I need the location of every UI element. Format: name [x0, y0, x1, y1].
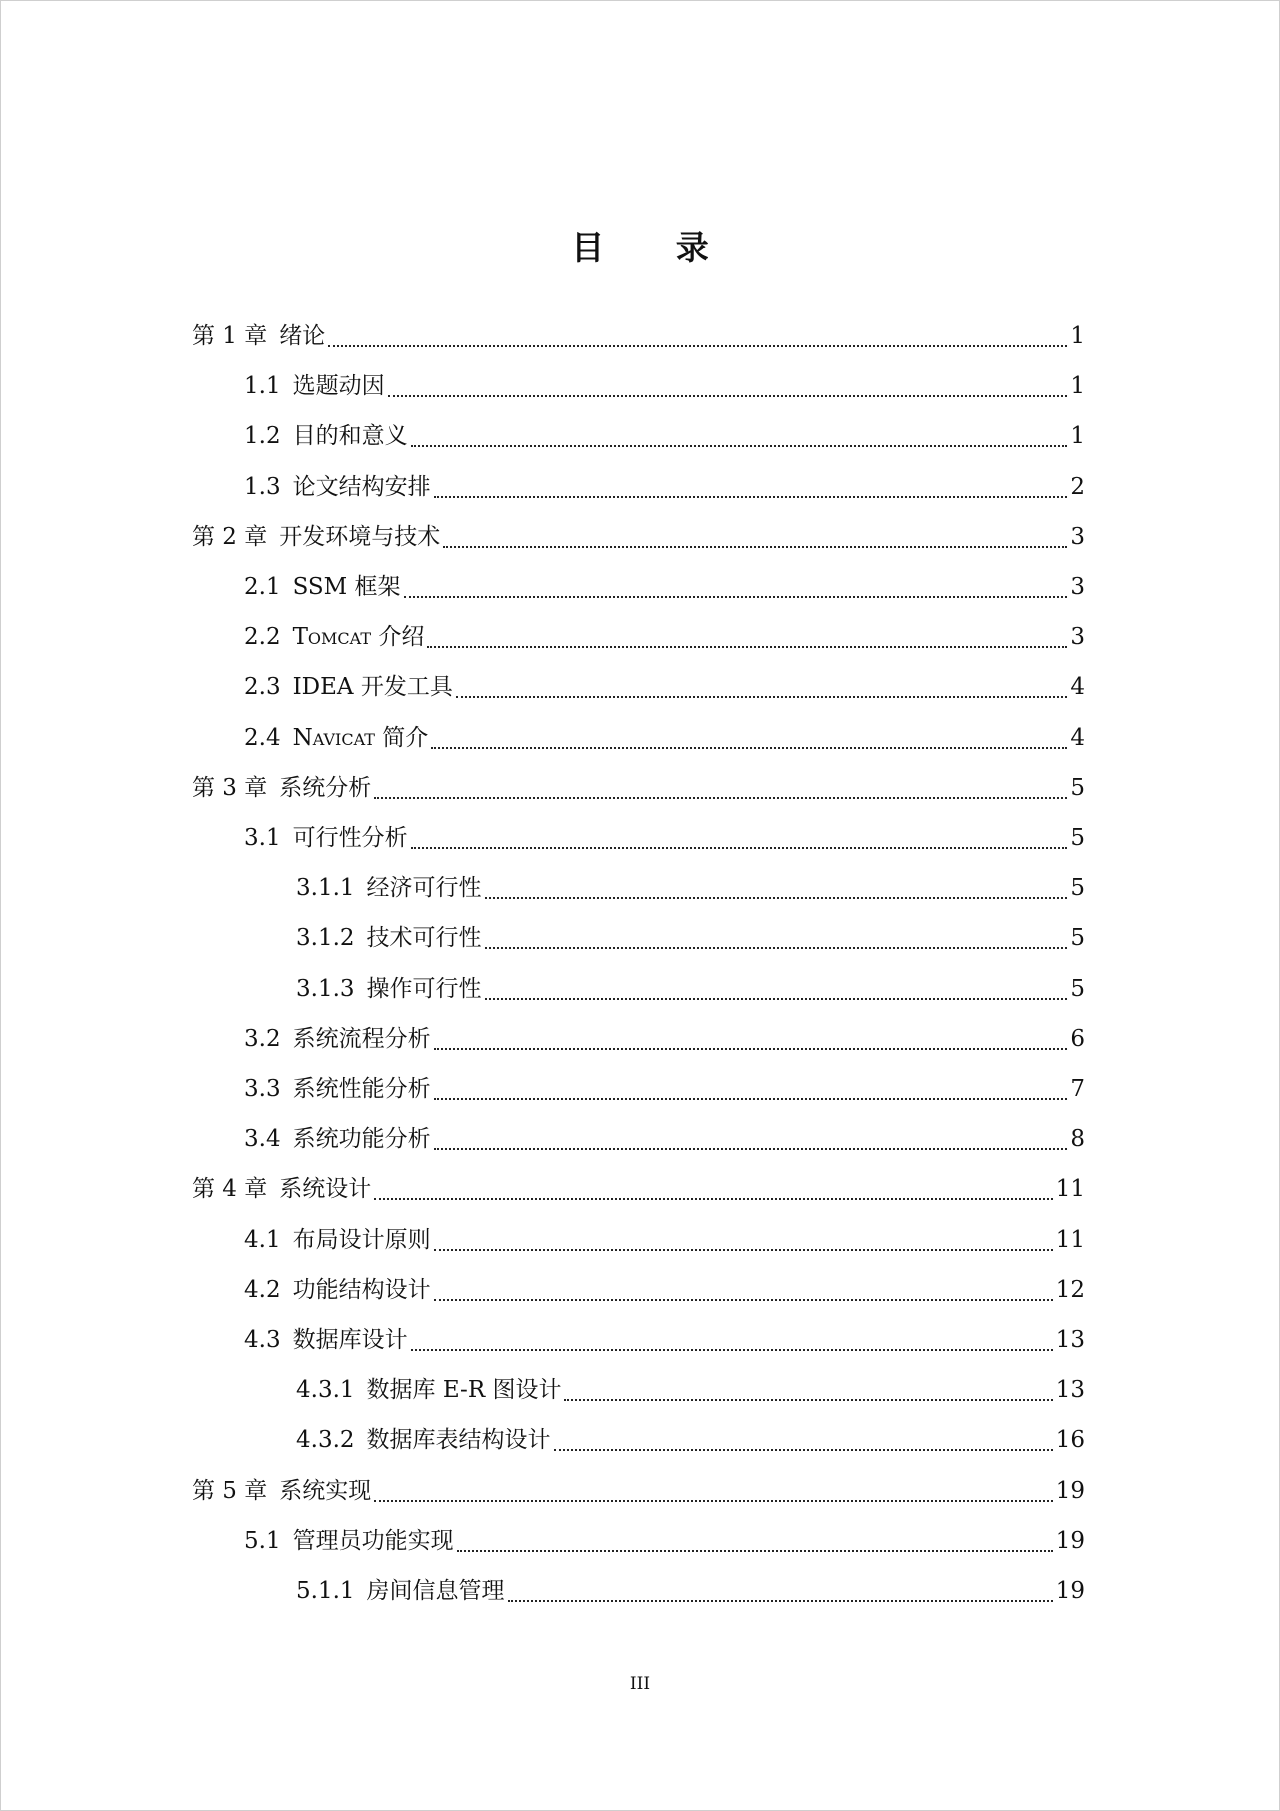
toc-entry-number: 4.3.2: [296, 1427, 355, 1453]
toc-leader-dots: [374, 1471, 1052, 1511]
toc-entry-page: 3: [1070, 524, 1085, 550]
toc-entry-page: 8: [1070, 1126, 1085, 1152]
page-number: III: [629, 1674, 651, 1694]
toc-entry-number: 4.2: [244, 1277, 281, 1303]
toc-entry-title: 系统功能分析: [292, 1126, 431, 1152]
toc-leader-dots: [508, 1571, 1053, 1611]
toc-leader-dots: [411, 1320, 1053, 1360]
toc-entry[interactable]: [192, 1169, 1085, 1209]
toc-entry-title: 可行性分析: [292, 825, 408, 851]
toc-entry-page: 1: [1070, 423, 1085, 449]
toc-entry-page: 6: [1070, 1026, 1085, 1052]
toc-entry-title: 布局设计原则: [292, 1227, 431, 1253]
toc-entry-page: 5: [1070, 925, 1085, 951]
toc-entry-number: 3.1.1: [296, 875, 355, 901]
toc-entry-page: 16: [1055, 1427, 1085, 1453]
toc-entry-page: 1: [1070, 373, 1085, 399]
toc-entry-page: 19: [1055, 1528, 1085, 1554]
toc-entry[interactable]: [296, 1571, 1085, 1611]
toc-entry[interactable]: [296, 918, 1085, 958]
toc-entry-title: 绪论: [279, 323, 326, 349]
toc-entry[interactable]: [296, 969, 1085, 1009]
toc-entry-number: 第 1 章: [192, 323, 268, 349]
toc-entry-page: 11: [1055, 1227, 1085, 1253]
toc-leader-dots: [434, 1069, 1068, 1109]
toc-leader-dots: [427, 617, 1067, 657]
toc-entry-number: 第 5 章: [192, 1478, 268, 1504]
toc-entry-number: 3.1: [244, 825, 281, 851]
toc-entry-number: 3.4: [244, 1126, 281, 1152]
toc-entry[interactable]: [244, 1019, 1085, 1059]
toc-entry-page: 2: [1070, 474, 1085, 500]
toc-entry-page: 19: [1055, 1578, 1085, 1604]
toc-entry[interactable]: [244, 1220, 1085, 1260]
toc-leader-dots: [443, 517, 1067, 557]
toc-leader-dots: [411, 818, 1068, 858]
toc-entry[interactable]: [244, 617, 1085, 657]
toc-leader-dots: [388, 366, 1068, 406]
toc-entry[interactable]: [296, 1420, 1085, 1460]
toc-entry-number: 2.1: [244, 574, 281, 600]
toc-leader-dots: [554, 1420, 1053, 1460]
toc-leader-dots: [374, 1169, 1052, 1209]
toc-entry[interactable]: [244, 1521, 1085, 1561]
toc-entry-page: 11: [1055, 1176, 1085, 1202]
toc-leader-dots: [457, 1521, 1053, 1561]
toc-entry[interactable]: [244, 366, 1085, 406]
toc-entry[interactable]: [192, 1471, 1085, 1511]
toc-entry[interactable]: [244, 1320, 1085, 1360]
toc-leader-dots: [434, 1220, 1053, 1260]
toc-entry-number: 第 3 章: [192, 775, 268, 801]
toc-leader-dots: [485, 969, 1068, 1009]
toc-entry-title: 经济可行性: [366, 875, 482, 901]
toc-leader-dots: [434, 467, 1068, 507]
toc-entry-number: 5.1: [244, 1528, 281, 1554]
toc-leader-dots: [434, 1119, 1068, 1159]
toc-entry[interactable]: [244, 1069, 1085, 1109]
toc-entry-title: 管理员功能实现: [292, 1528, 454, 1554]
toc-entry-page: 3: [1070, 624, 1085, 650]
toc-entry-title: SSM 框架: [292, 574, 401, 600]
toc-entry-title: 数据库设计: [292, 1327, 408, 1353]
toc-entry-title: 选题动因: [292, 373, 385, 399]
page-title: 目 录: [571, 228, 739, 267]
toc-entry-page: 13: [1055, 1327, 1085, 1353]
toc-entry-number: 2.4: [244, 725, 281, 751]
toc-leader-dots: [374, 768, 1067, 808]
toc-entry[interactable]: [192, 517, 1085, 557]
toc-entry[interactable]: [296, 868, 1085, 908]
toc-leader-dots: [411, 416, 1068, 456]
toc-entry-page: 4: [1070, 674, 1085, 700]
toc-entry-title: 系统性能分析: [292, 1076, 431, 1102]
toc-entry-title: Navicat 简介: [292, 725, 429, 751]
toc-entry[interactable]: [244, 416, 1085, 456]
toc-entry-number: 3.1.2: [296, 925, 355, 951]
toc-leader-dots: [431, 718, 1067, 758]
toc-entry-title: 论文结构安排: [292, 474, 431, 500]
toc-entry-title: 房间信息管理: [366, 1578, 505, 1604]
toc-entry[interactable]: [244, 718, 1085, 758]
toc-entry[interactable]: [244, 1270, 1085, 1310]
toc-leader-dots: [328, 316, 1067, 356]
toc-leader-dots: [434, 1019, 1068, 1059]
toc-entry-page: 12: [1055, 1277, 1085, 1303]
toc-entry-page: 5: [1070, 775, 1085, 801]
toc-entry-number: 1.1: [244, 373, 281, 399]
toc-entry-title: Tomcat 介绍: [292, 624, 425, 650]
toc-entry-page: 7: [1070, 1076, 1085, 1102]
toc-entry-title: 操作可行性: [366, 976, 482, 1002]
toc-entry[interactable]: [244, 667, 1085, 707]
toc-entry[interactable]: [244, 818, 1085, 858]
toc-leader-dots: [404, 567, 1068, 607]
toc-leader-dots: [456, 667, 1068, 707]
toc-entry-title: 功能结构设计: [292, 1277, 431, 1303]
toc-entry-title: 开发环境与技术: [279, 524, 441, 550]
toc-entry-title: 系统分析: [279, 775, 372, 801]
toc-entry-title: 系统设计: [279, 1176, 372, 1202]
toc-entry-number: 1.2: [244, 423, 281, 449]
toc-entry-number: 3.2: [244, 1026, 281, 1052]
toc-entry[interactable]: [296, 1370, 1085, 1410]
toc-entry-number: 2.3: [244, 674, 281, 700]
toc-entry[interactable]: [192, 768, 1085, 808]
toc-entry-number: 4.1: [244, 1227, 281, 1253]
toc-entry-number: 5.1.1: [296, 1578, 355, 1604]
toc-leader-dots: [485, 868, 1068, 908]
toc-entry-number: 4.3: [244, 1327, 281, 1353]
toc-entry-title: IDEA 开发工具: [292, 674, 453, 700]
toc-leader-dots: [485, 918, 1068, 958]
toc-entry-page: 5: [1070, 976, 1085, 1002]
toc-entry-page: 1: [1070, 323, 1085, 349]
toc-entry-page: 5: [1070, 825, 1085, 851]
toc-entry-number: 3.3: [244, 1076, 281, 1102]
toc-entry-page: 5: [1070, 875, 1085, 901]
toc-leader-dots: [564, 1370, 1052, 1410]
toc-entry-number: 4.3.1: [296, 1377, 355, 1403]
toc-entry-number: 3.1.3: [296, 976, 355, 1002]
toc-entry-number: 2.2: [244, 624, 281, 650]
toc-entry-title: 系统实现: [279, 1478, 372, 1504]
toc-entry[interactable]: [192, 316, 1085, 356]
toc-entry-title: 数据库表结构设计: [366, 1427, 551, 1453]
toc-entry-title: 目的和意义: [292, 423, 408, 449]
toc-entry-number: 第 2 章: [192, 524, 268, 550]
toc-entry-title: 系统流程分析: [292, 1026, 431, 1052]
toc-entry[interactable]: [244, 1119, 1085, 1159]
toc-entry-number: 第 4 章: [192, 1176, 268, 1202]
toc-entry-title: 技术可行性: [366, 925, 482, 951]
toc-entry-page: 13: [1055, 1377, 1085, 1403]
toc-entry-page: 3: [1070, 574, 1085, 600]
toc-entry-title: 数据库 E-R 图设计: [366, 1377, 562, 1403]
toc-entry-page: 4: [1070, 725, 1085, 751]
toc-leader-dots: [434, 1270, 1053, 1310]
toc-entry[interactable]: [244, 467, 1085, 507]
toc-entry-page: 19: [1055, 1478, 1085, 1504]
toc-entry[interactable]: [244, 567, 1085, 607]
toc-entry-number: 1.3: [244, 474, 281, 500]
